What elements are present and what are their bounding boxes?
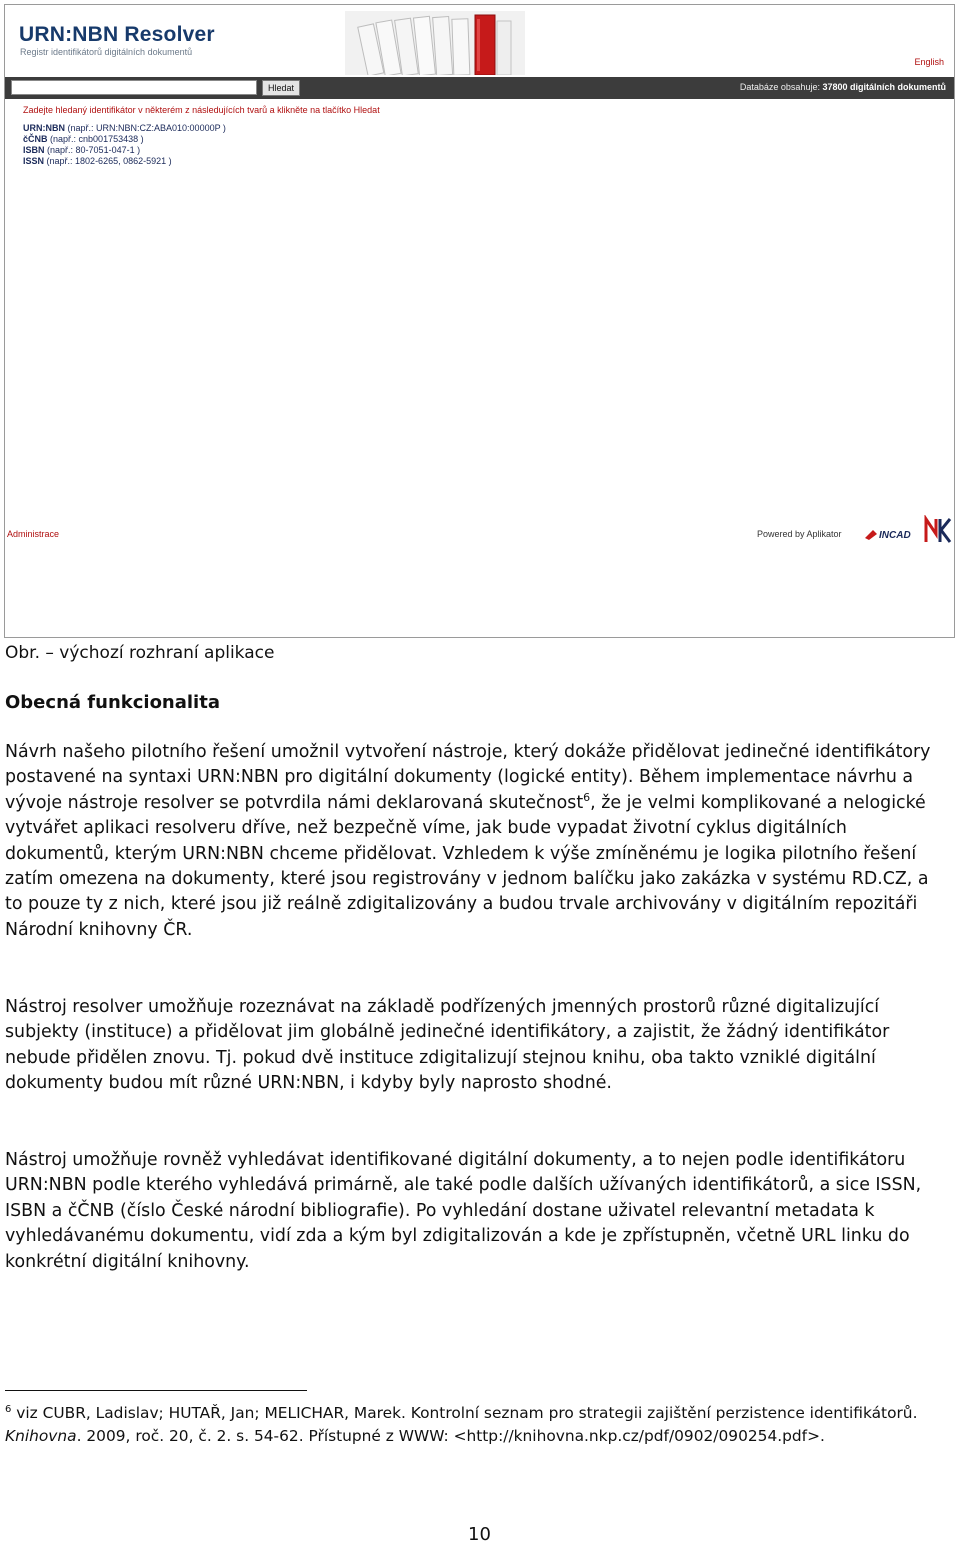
- powered-by-text: Powered by Aplikator: [757, 529, 842, 539]
- search-button[interactable]: Hledat: [262, 80, 300, 96]
- footnote-number: 6: [5, 1403, 12, 1415]
- example-scheme: čČNB: [23, 134, 48, 144]
- example-row: [23, 145, 226, 156]
- app-header: [5, 5, 954, 77]
- app-screenshot: [4, 4, 955, 638]
- incad-logo-text: INCAD: [879, 530, 911, 541]
- example-scheme: ISBN: [23, 145, 45, 155]
- footnote: [5, 1402, 935, 1448]
- nk-logo: [923, 515, 953, 545]
- example-scheme: URN:NBN: [23, 123, 65, 133]
- search-bar: [5, 77, 954, 99]
- footnote-text-b: . 2009, roč. 20, č. 2. s. 54-62. Přístupné z WWW: <http://knihovna.nkp.cz/pdf/0902/090254.pdf>.: [76, 1427, 825, 1445]
- administration-link[interactable]: Administrace: [7, 529, 60, 539]
- footnote-reference[interactable]: 6: [583, 791, 591, 805]
- paragraph-1-text-b: , že je velmi komplikované a nelogické vytvářet aplikaci resolveru dříve, než bezpečně víme, jak bude vypadat životní cyklus digitálních dokumentů, kterým URN:NBN chceme přidělovat. Vzhledem k výše zmíněnému je logika pilotního řešení zatím omezena na dokumenty, které jsou registrovány v jednom balíčku jako zakázka v systému RD.CZ, a to pouze ty z nich, které jsou již reálně zdigitalizovány a budou trvale archivovány v digitálním repozitáři Národní knihovny ČR.: [5, 792, 929, 940]
- example-text: (např.: 80-7051-047-1 ): [47, 145, 141, 155]
- database-count: [740, 82, 946, 92]
- paragraph-1: [5, 740, 950, 943]
- example-scheme: ISSN: [23, 156, 45, 166]
- search-input[interactable]: [11, 80, 257, 95]
- footnote-text-a: viz CUBR, Ladislav; HUTAŘ, Jan; MELICHAR, Marek. Kontrolní seznam pro strategii zajištění perzistence identifikátorů.: [11, 1404, 918, 1422]
- paragraph-2: Nástroj resolver umožňuje rozeznávat na základě podřízených jmenných prostorů různé digitalizující subjekty (instituce) a přidělovat jim globálně jedinečné identifikátory, a zajistit, že žádný identifikátor nebude přidělen znovu. Tj. pokud dvě instituce zdigitalizují stejnou knihu, oba takto vzniklé digitální dokumenty budou mít různé URN:NBN, i kdyby byly naprosto shodné.: [5, 997, 890, 1094]
- page-number: 10: [468, 1524, 491, 1545]
- incad-logo: [863, 526, 919, 542]
- footnote-journal: Knihovna: [5, 1427, 77, 1445]
- example-text: (např.: cnb001753438 ): [50, 134, 144, 144]
- paragraph-3: Nástroj umožňuje rovněž vyhledávat identifikované digitální dokumenty, a to nejen podle identifikátoru URN:NBN podle kterého vyhledává primárně, ale také podle dalších užívaných identifikátorů, a sice ISSN, ISBN a čČNB (číslo České národní bibliografie). Po vyhledání dostane uživatel relevantní metadata k vyhledávanému dokumentu, vidí zda a kým byl zdigitalizován a kde je zpřístupněn, včetně URL linku do konkrétní digitální knihovny.: [5, 1150, 922, 1272]
- section-heading: Obecná funkcionalita: [5, 692, 220, 713]
- example-text: (např.: URN:NBN:CZ:ABA010:00000P ): [67, 123, 226, 133]
- paragraph-1-text-a: Návrh našeho pilotního řešení umožnil vytvoření nástroje, který dokáže přidělovat jedinečné identifikátory postavené na syntaxi URN:NBN pro digitální dokumenty (logické entity). Během implementace návrhu a vývoje nástroje resolver se potvrdila námi deklarovaná skutečnost: [5, 742, 931, 813]
- language-english-link[interactable]: English: [914, 57, 944, 67]
- app-logo-title: URN:NBN Resolver: [19, 23, 215, 46]
- search-instructions: Zadejte hledaný identifikátor v některém z následujících tvarů a klikněte na tlačítko Hledat: [23, 105, 380, 115]
- example-row: [23, 123, 226, 134]
- database-count-value: 37800 digitálních dokumentů: [822, 82, 946, 92]
- example-row: [23, 134, 226, 145]
- example-text: (např.: 1802-6265, 0862-5921 ): [46, 156, 172, 166]
- figure-caption: Obr. – výchozí rozhraní aplikace: [5, 643, 275, 663]
- books-illustration: [345, 11, 525, 75]
- example-row: [23, 156, 226, 167]
- app-logo-subtitle: Registr identifikátorů digitálních dokumentů: [20, 47, 193, 57]
- footnote-separator: [5, 1390, 307, 1391]
- database-count-label: Databáze obsahuje:: [739, 82, 820, 92]
- identifier-examples: [23, 123, 226, 167]
